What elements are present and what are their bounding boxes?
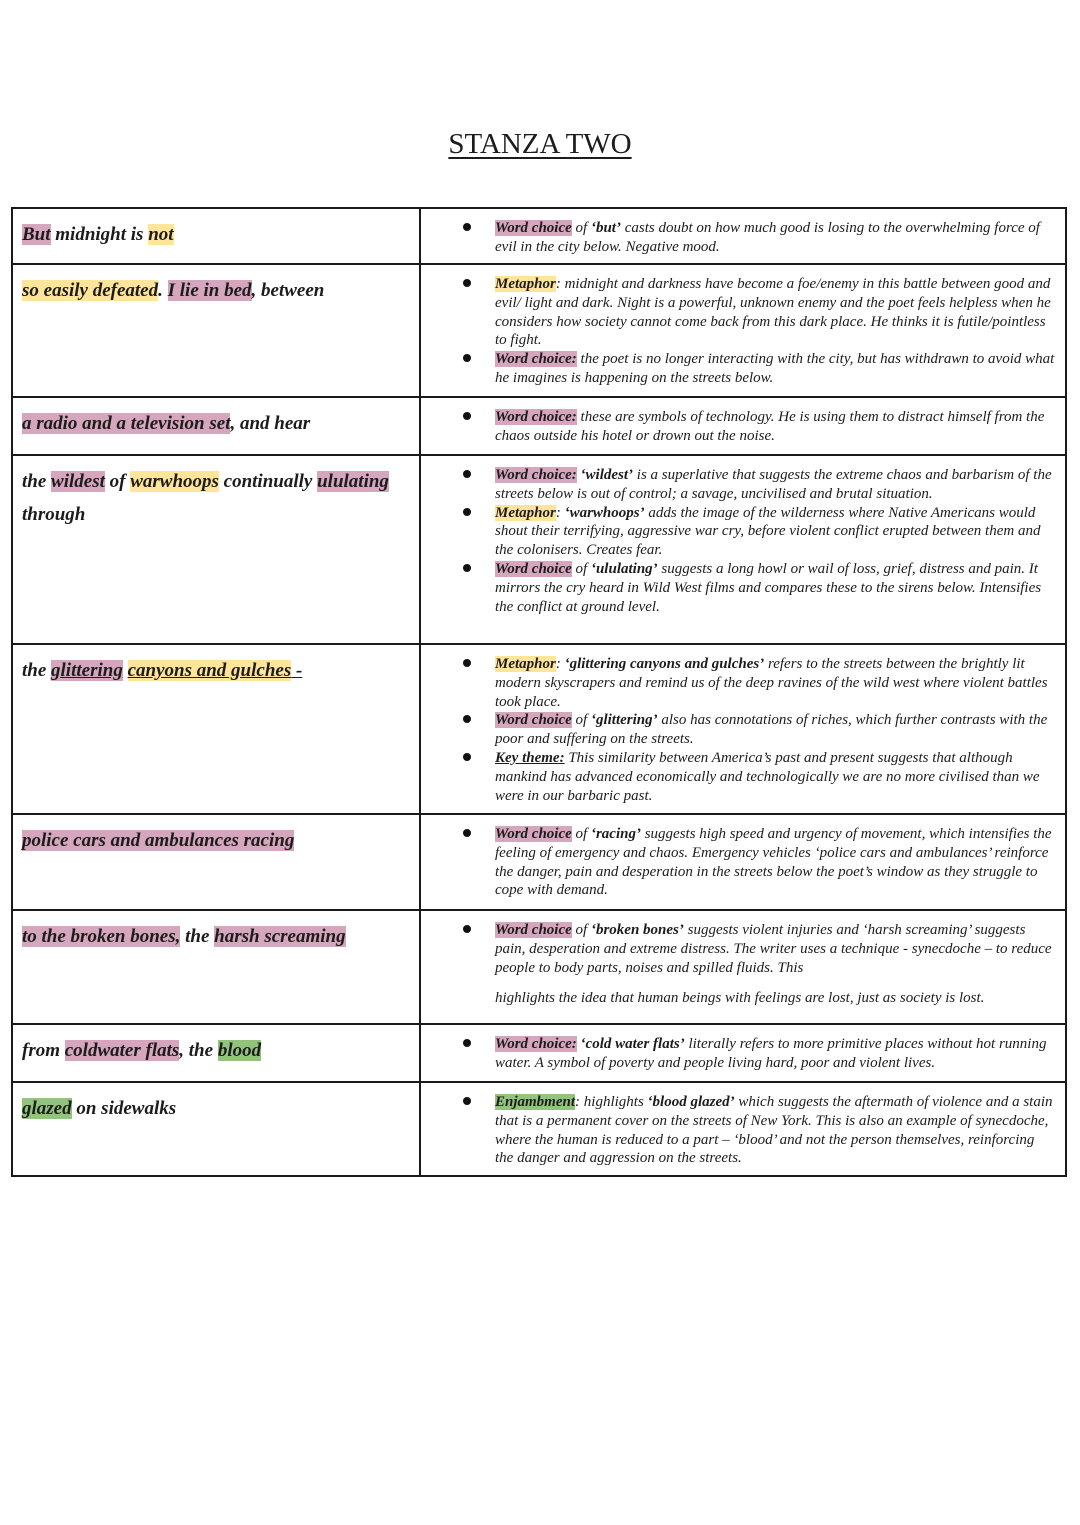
- poem-line-segment: the: [180, 926, 215, 947]
- poem-line-segment: But: [22, 224, 51, 245]
- analysis-segment: Word choice: [495, 922, 572, 938]
- table-row: [12, 208, 1066, 264]
- analysis-segment: of: [571, 826, 591, 842]
- analysis-segment: suggests a long howl or wail of loss, grief, distress and pain. It mirrors the cry heard in Wild West films and compares these to the sirens below. Intensifies the conflict at ground level.: [495, 560, 1042, 615]
- analysis-segment: Metaphor: [495, 504, 556, 521]
- poem-line-segment: canyons and gulches: [127, 660, 292, 681]
- analysis-segment: :: [555, 504, 565, 521]
- poem-line-segment: to the broken bones,: [22, 926, 181, 947]
- poem-line-segment: the: [22, 660, 52, 681]
- poem-line-cell: [12, 644, 420, 814]
- analysis-notes-cell: [420, 208, 1066, 264]
- table-row: [12, 397, 1066, 455]
- analysis-notes-cell: [420, 910, 1066, 1024]
- poem-line-cell: [12, 910, 420, 1024]
- analysis-bullet: [421, 219, 1055, 257]
- analysis-segment: Word choice:: [495, 467, 577, 483]
- analysis-segment: Word choice:: [495, 409, 577, 425]
- poem-line-segment: ululating: [317, 471, 389, 492]
- analysis-segment: suggests violent injuries and ‘harsh screaming’ suggests pain, desperation and extreme distress. The writer uses a technique - synecdoche – to reduce people to body parts, noises and spilled fluids. This: [495, 922, 1052, 976]
- poem-line-segment: harsh screaming: [214, 926, 346, 947]
- table-row: [12, 910, 1066, 1024]
- analysis-segment: : midnight and darkness have become a foe/enemy in this battle between good and evil/ light and dark. Night is a powerful, unknown enemy and the poet feels helpless when he considers how society cannot come back from this dark place. He thinks it is futile/pointless to fight.: [495, 276, 1051, 349]
- poem-line-segment: continually: [218, 471, 318, 492]
- analysis-segment: Word choice:: [495, 1036, 577, 1052]
- analysis-segment: ‘cold water flats’: [580, 1036, 685, 1052]
- analysis-notes-cell: [420, 264, 1066, 397]
- analysis-segment: which suggests the aftermath of violence and a stain that is a permanent cover on the streets of New York. This is also an example of synecdoche, where the human is reduced to a part – ‘blood’ and not the person themselves, reinforcing the danger and aggression on the streets.: [495, 1094, 1053, 1167]
- analysis-segment: casts doubt on how much good is losing to the overwhelming force of evil in the city below. Negative mood.: [495, 220, 1040, 255]
- poem-line-segment: -: [291, 660, 303, 681]
- poem-line-segment: wildest: [51, 471, 105, 492]
- analysis-bullet-list: [421, 825, 1055, 900]
- poem-line-segment: coldwater flats: [64, 1040, 180, 1061]
- analysis-segment: : highlights: [575, 1094, 648, 1110]
- analysis-bullet: [421, 1093, 1055, 1168]
- analysis-segment: ‘ululating’: [590, 560, 658, 577]
- poem-line-segment: blood: [217, 1040, 262, 1061]
- analysis-bullet: [421, 825, 1055, 900]
- analysis-notes-cell: [420, 644, 1066, 814]
- analysis-segment: This similarity between America’s past and present suggests that although mankind has advanced economically and technologically we are no more civilised than we were in our barbaric past.: [495, 749, 1040, 804]
- analysis-segment: refers to the streets between the brightly lit modern skyscrapers and remind us of the deep ravines of the wild west where violent battles took place.: [495, 656, 1048, 710]
- table-row: [12, 455, 1066, 644]
- poem-line-segment: I lie in bed: [167, 280, 252, 301]
- analysis-bullet-list: [421, 466, 1055, 616]
- analysis-segment: the poet is no longer interacting with the city, but has withdrawn to avoid what he imagines is happening on the streets below.: [495, 351, 1055, 386]
- poem-line-cell: [12, 1082, 420, 1176]
- analysis-bullet-list: [421, 1093, 1055, 1168]
- poem-line-segment: .: [158, 280, 168, 301]
- table-row: [12, 1024, 1066, 1082]
- analysis-segment: Metaphor: [495, 276, 556, 292]
- poem-line-cell: [12, 397, 420, 455]
- analysis-segment: ‘wildest’: [580, 467, 634, 483]
- analysis-bullet: [421, 560, 1055, 616]
- analysis-segment: suggests high speed and urgency of movement, which intensifies the feeling of emergency and chaos. Emergency vehicles ‘police cars and ambulances’ reinforce the danger, pain and desperation in the streets below the poet’s window as they struggle to cope with demand.: [495, 826, 1052, 899]
- poem-line-segment: [123, 660, 128, 681]
- analysis-bullet: [421, 275, 1055, 350]
- analysis-bullet: [421, 749, 1055, 805]
- analysis-segment: of: [571, 922, 591, 938]
- analysis-notes-cell: [420, 397, 1066, 455]
- analysis-segment: adds the image of the wilderness where Native Americans would shout their terrifying, aggressive war cry, before violent conflict erupted between them and the colonisers. Creates fear.: [495, 504, 1041, 559]
- poem-line-segment: glittering: [51, 660, 123, 681]
- analysis-segment: Word choice:: [495, 351, 577, 368]
- poem-line-segment: , between: [251, 280, 325, 301]
- analysis-segment: is a superlative that suggests the extreme chaos and barbarism of the streets below is out of control; a savage, uncivilised and brutal situation.: [495, 467, 1052, 502]
- analysis-segment: ‘glittering canyons and gulches’: [564, 656, 765, 672]
- poem-line-segment: through: [22, 504, 86, 525]
- table-row: [12, 1082, 1066, 1176]
- poem-line-cell: [12, 208, 420, 264]
- analysis-bullet: [421, 504, 1055, 560]
- analysis-bullet-list: [421, 408, 1055, 446]
- analysis-bullet-list: [421, 219, 1055, 257]
- analysis-table: [11, 207, 1067, 1177]
- table-row: [12, 644, 1066, 814]
- poem-line-segment: police cars and ambulances racing: [22, 830, 295, 851]
- table-row: [12, 264, 1066, 397]
- analysis-continuation: highlights the idea that human beings with feelings are lost, just as society is lost.: [495, 990, 985, 1007]
- analysis-segment: ‘broken bones’: [590, 922, 684, 938]
- analysis-bullet: [421, 1035, 1055, 1073]
- poem-line-segment: the: [22, 471, 52, 492]
- poem-line-segment: not: [148, 224, 174, 245]
- analysis-notes-cell: [420, 1082, 1066, 1176]
- analysis-segment: literally refers to more primitive places without hot running water. A symbol of poverty and people living hard, poor and violent lives.: [495, 1036, 1047, 1071]
- analysis-segment: Enjambment: [495, 1094, 576, 1110]
- analysis-segment: ‘blood glazed’: [647, 1094, 735, 1110]
- analysis-segment: of: [571, 560, 591, 577]
- analysis-bullet: [421, 711, 1055, 749]
- poem-line-segment: so easily defeated: [22, 280, 159, 301]
- analysis-segment: Word choice: [495, 712, 572, 729]
- analysis-segment: Word choice: [495, 560, 572, 577]
- analysis-segment: these are symbols of technology. He is using them to distract himself from the chaos outside his hotel or drown out the noise.: [495, 409, 1045, 444]
- analysis-bullet: [421, 466, 1055, 504]
- poem-line-cell: [12, 1024, 420, 1082]
- analysis-segment: :: [555, 656, 565, 672]
- analysis-segment: ‘but’: [590, 220, 621, 236]
- poem-line-cell: [12, 264, 420, 397]
- poem-line-segment: midnight is: [50, 224, 149, 245]
- poem-line-segment: , and hear: [230, 413, 311, 434]
- analysis-segment: ‘warwhoops’: [564, 504, 645, 521]
- analysis-notes-cell: [420, 1024, 1066, 1082]
- analysis-bullet: [421, 350, 1055, 388]
- analysis-bullet-list: [421, 921, 1055, 977]
- poem-line-segment: , the: [179, 1040, 218, 1061]
- analysis-bullet: [421, 408, 1055, 446]
- page-title: STANZA TWO: [448, 128, 632, 160]
- poem-line-segment: of: [104, 471, 131, 492]
- analysis-notes-cell: [420, 455, 1066, 644]
- poem-line-segment: glazed: [22, 1098, 72, 1119]
- analysis-segment: of: [571, 220, 591, 236]
- analysis-segment: Word choice: [495, 220, 572, 236]
- poem-line-segment: from: [22, 1040, 65, 1061]
- analysis-segment: Word choice: [495, 826, 572, 842]
- poem-line-cell: [12, 455, 420, 644]
- analysis-segment: Key theme:: [495, 749, 565, 766]
- poem-line-cell: [12, 814, 420, 910]
- analysis-segment: ‘glittering’: [590, 712, 658, 729]
- analysis-notes-cell: [420, 814, 1066, 910]
- analysis-segment: Metaphor: [495, 656, 556, 672]
- analysis-segment: ‘racing’: [590, 826, 641, 842]
- analysis-bullet: [421, 921, 1055, 977]
- analysis-bullet-list: [421, 655, 1055, 805]
- analysis-segment: also has connotations of riches, which further contrasts with the poor and suffering on the streets.: [495, 712, 1048, 748]
- analysis-segment: of: [571, 712, 591, 729]
- analysis-bullet-list: [421, 1035, 1055, 1073]
- analysis-bullet: [421, 655, 1055, 711]
- poem-line-segment: a radio and a television set: [22, 413, 231, 434]
- poem-line-segment: on sidewalks: [71, 1098, 177, 1119]
- table-row: [12, 814, 1066, 910]
- poem-line-segment: warwhoops: [130, 471, 219, 492]
- analysis-bullet-list: [421, 275, 1055, 388]
